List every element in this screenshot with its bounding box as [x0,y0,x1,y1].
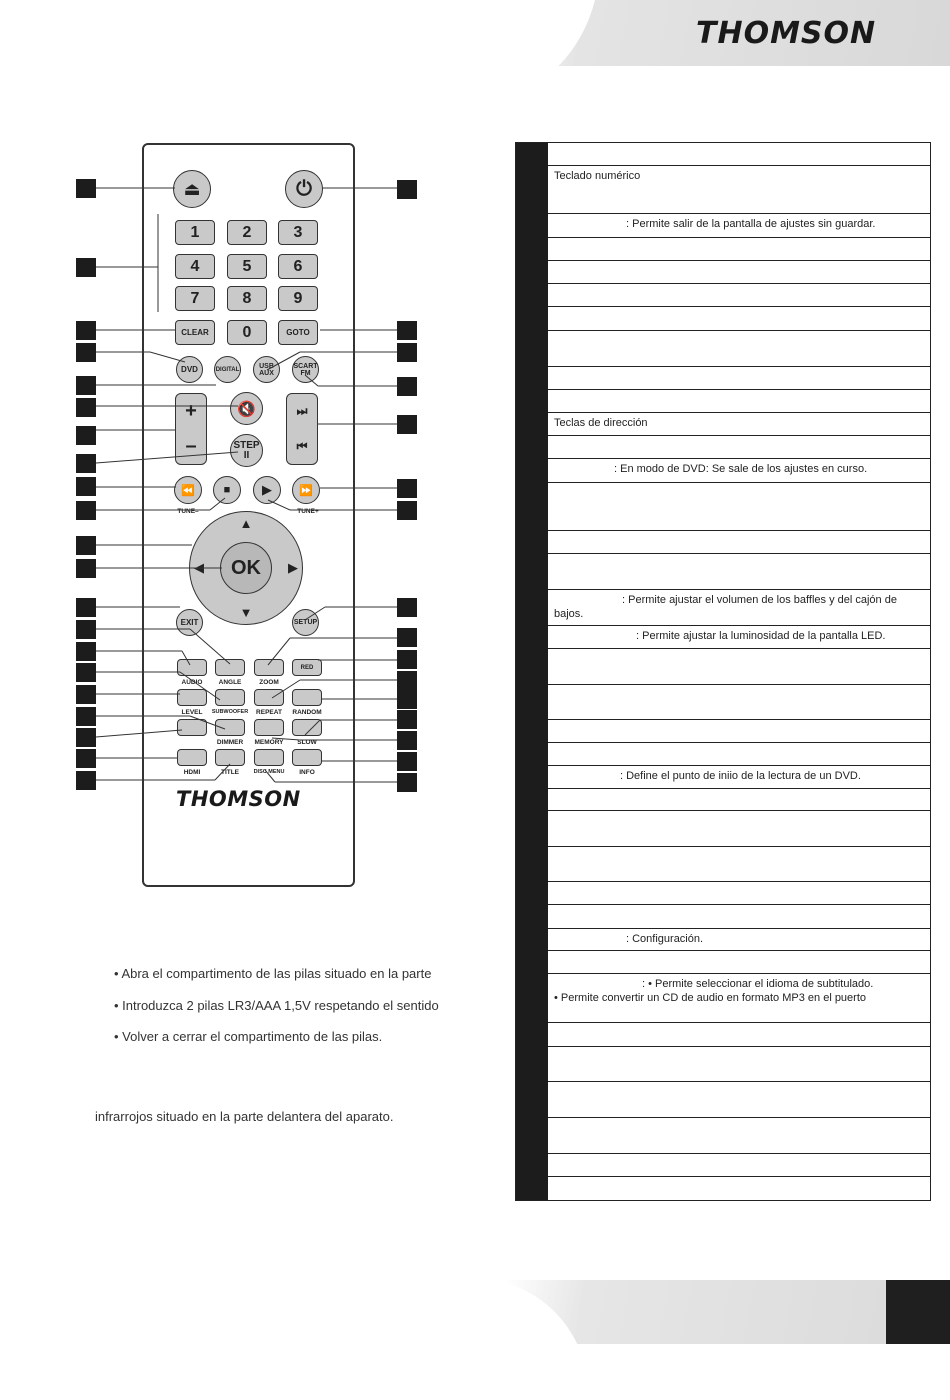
callout-box [76,258,96,277]
callout-box [76,501,96,520]
key-2: 2 [227,220,267,245]
key-6: 6 [278,254,318,279]
callout-box [76,663,96,682]
subwoofer-key [215,689,245,706]
info-label: INFO [299,769,315,776]
table-row [548,766,931,789]
angle-key [215,659,245,676]
callout-box [397,731,417,750]
level-key [177,689,207,706]
table-row [548,307,931,331]
table-row [548,261,931,284]
callout-box [76,728,96,747]
pause-label: II [243,449,250,461]
callout-box [76,376,96,395]
callout-box [76,620,96,639]
table-row [548,590,931,626]
stop-icon: ■ [223,484,231,496]
table-row [548,685,931,720]
table-row [548,459,931,483]
level-label: LEVEL [181,709,203,716]
dimmer-key [215,719,245,736]
table-row [548,929,931,951]
callout-box [397,479,417,498]
callout-box [76,179,96,198]
table-row [548,1023,931,1047]
callout-box [397,415,417,434]
table-row [548,811,931,847]
audio-key [177,659,207,676]
table-row [548,743,931,766]
blank-key [177,719,207,736]
table-row [548,331,931,367]
power-button [285,170,323,208]
table-row [548,436,931,459]
table-row [548,143,931,166]
callout-box [76,536,96,555]
goto-key: GOTO [278,320,318,345]
table-row [548,238,931,261]
page-number-box [886,1280,950,1344]
eject-button [173,170,211,208]
functions-table [515,142,931,1201]
disc-menu-key [254,749,284,766]
row-text: • Permite convertir un CD de audio en formato MP3 en el puerto [554,992,867,1005]
callout-box [397,752,417,771]
arrow-left-icon: ◀ [194,560,204,575]
callout-box [76,343,96,362]
callout-box [76,707,96,726]
hdmi-label: HDMI [183,769,201,776]
dvd-button: DVD [176,356,203,383]
table-row [548,882,931,905]
fast-forward-button [292,476,320,504]
table-row [548,284,931,307]
header-brand-logo: THOMSON [696,16,877,51]
volume-rocker [175,393,207,465]
callout-box [397,710,417,729]
arrow-right-icon: ▶ [288,560,298,575]
step-pause-button [230,434,263,467]
key-3: 3 [278,220,318,245]
setup-button: SETUP [292,609,319,636]
callout-box [76,559,96,578]
instruction-bullet: • Abra el compartimento de las pilas situado en la parte [114,966,432,981]
callout-box [397,377,417,396]
row-text: : En modo de DVD: Se sale de los ajustes en curso. [614,463,868,475]
previous-track-icon: ⏮ [296,439,308,453]
ok-button: OK [220,542,272,594]
tune-plus-label: TUNE+ [297,508,319,515]
slow-label: SLOW [297,739,317,746]
random-key [292,689,322,706]
play-icon: ▶ [262,482,272,497]
row-text: : Permite ajustar la luminosidad de la pantalla LED. [636,630,886,642]
rewind-icon: ⏪ [181,484,195,497]
callout-box [397,650,417,669]
callout-box [76,454,96,473]
callout-box [76,771,96,790]
title-label: TITLE [220,769,240,776]
key-5: 5 [227,254,267,279]
table-row [548,626,931,649]
number-column [516,143,548,1200]
callout-box [397,690,417,709]
clear-key: CLEAR [175,320,215,345]
instruction-note: infrarrojos situado en la parte delantera del aparato. [95,1109,394,1124]
table-row [548,554,931,590]
callout-box [397,671,417,690]
callout-box [397,343,417,362]
exit-button: EXIT [176,609,203,636]
callout-box [397,180,417,199]
tune-minus-label: TUNE– [177,508,199,515]
row-text: Teclado numérico [554,170,641,182]
arrow-up-icon: ▲ [239,516,253,531]
key-1: 1 [175,220,215,245]
angle-label: ANGLE [218,679,242,686]
repeat-key [254,689,284,706]
title-key [215,749,245,766]
callout-box [76,477,96,496]
subwoofer-label: SUBWOOFER [211,709,249,715]
slow-key [292,719,322,736]
remote-brand-logo: THOMSON [176,787,301,811]
row-text: : Permite ajustar el volumen de los baffles y del cajón de bajos. [554,594,897,621]
callout-box [76,598,96,617]
table-row [548,847,931,882]
table-row [548,390,931,413]
row-text: Teclas de dirección [554,417,648,429]
callout-box [76,426,96,445]
eject-icon: ⏏ [183,178,201,199]
table-row [548,1177,931,1201]
zoom-label: ZOOM [259,679,279,686]
row-text: : Configuración. [626,933,704,945]
volume-up-label: + [185,400,197,422]
callout-box [76,398,96,417]
table-row [548,413,931,436]
table-row [548,1047,931,1082]
key-4: 4 [175,254,215,279]
key-7: 7 [175,286,215,311]
table-row [548,649,931,685]
volume-down-label: – [185,435,197,457]
scart-fm-button: SCART FM [292,356,319,383]
disc-menu-label: DISC MENU [253,769,285,775]
table-row [548,531,931,554]
digital-button: DIGITAL [214,356,241,383]
callout-box [397,598,417,617]
table-row [548,1082,931,1118]
step-label: STEP [233,439,260,451]
callout-box [397,321,417,340]
table-row [548,483,931,531]
table-row [548,166,931,214]
power-icon: ⏻ [296,177,312,200]
rewind-button [174,476,202,504]
arrow-down-icon: ▼ [239,605,253,620]
instruction-bullet: • Introduzca 2 pilas LR3/AAA 1,5V respetando el sentido [114,998,439,1013]
table-row [548,974,931,1023]
table-row [548,905,931,929]
row-text: : Define el punto de iniio de la lectura de un DVD. [620,770,861,782]
instruction-bullet: • Volver a cerrar el compartimento de las pilas. [114,1029,383,1044]
callout-box [76,642,96,661]
table-row [548,1118,931,1154]
key-0: 0 [227,320,267,345]
random-label: RANDOM [292,709,322,716]
info-key [292,749,322,766]
play-button [253,476,281,504]
red-key: RED [292,659,322,676]
table-row [548,214,931,238]
dimmer-label: DIMMER [216,739,244,746]
skip-rocker [286,393,318,465]
callout-box [397,501,417,520]
audio-label: AUDIO [181,679,203,686]
key-9: 9 [278,286,318,311]
callout-box [76,685,96,704]
table-row [548,1154,931,1177]
memory-key [254,719,284,736]
mute-button [230,392,263,425]
zoom-key [254,659,284,676]
callout-box [76,749,96,768]
usb-aux-button: USB AUX [253,356,280,383]
next-track-icon: ⏭ [296,404,308,418]
table-row [548,951,931,974]
table-row [548,720,931,743]
mute-icon: 🔇 [237,400,256,418]
table-row [548,367,931,390]
key-8: 8 [227,286,267,311]
callout-box [76,321,96,340]
table-row [548,789,931,811]
hdmi-key [177,749,207,766]
row-text: : • Permite seleccionar el idioma de subtitulado. [642,978,874,990]
callout-box [397,628,417,647]
memory-label: MEMORY [254,739,284,746]
fast-forward-icon: ⏩ [299,484,313,497]
callout-box [397,773,417,792]
row-text: : Permite salir de la pantalla de ajustes sin guardar. [626,218,876,230]
stop-button [213,476,241,504]
repeat-label: REPEAT [256,709,282,716]
